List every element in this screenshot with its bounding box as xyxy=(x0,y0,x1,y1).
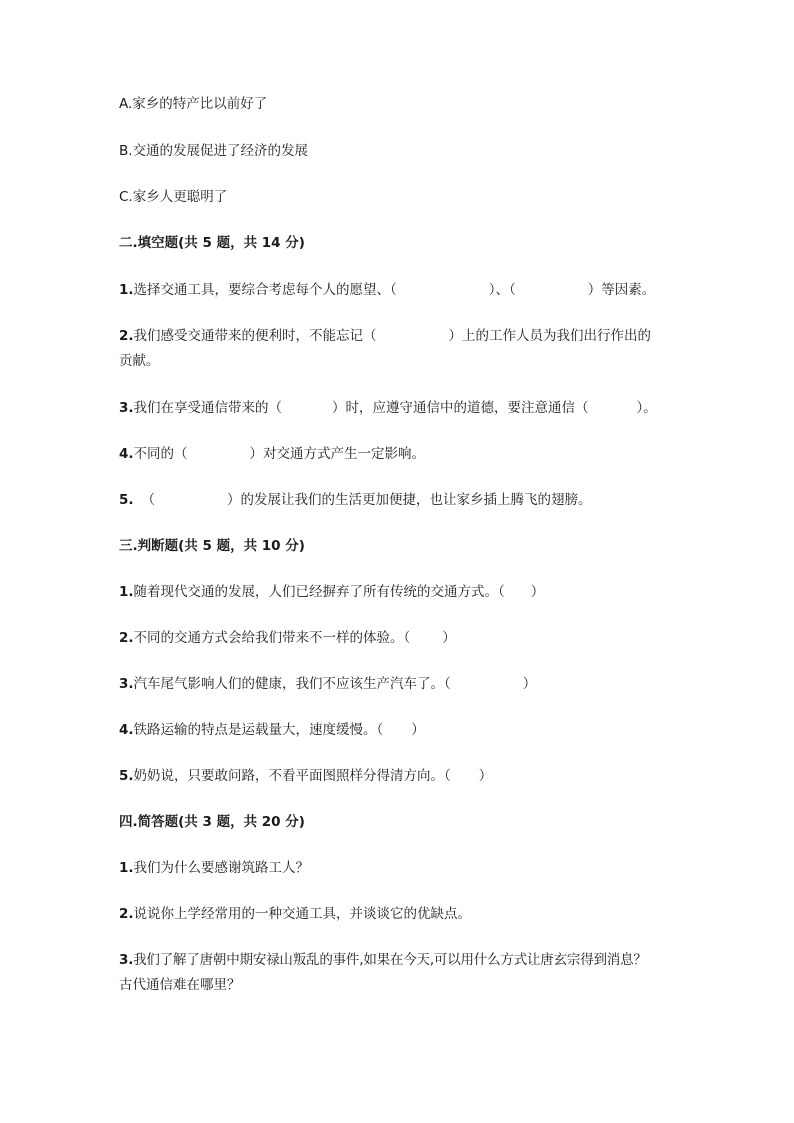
question-number: 2. xyxy=(119,630,134,646)
option-b: B.交通的发展促进了经济的发展 xyxy=(119,143,309,159)
question-text: ） xyxy=(478,768,493,784)
question-number: 3. xyxy=(119,676,134,692)
question-text: 铁路运输的特点是运载量大，速度缓慢。（ xyxy=(133,722,384,738)
question-number: 3. xyxy=(119,400,134,416)
fill-question-2-continued: 贡献。 xyxy=(119,353,160,369)
question-number: 1. xyxy=(119,584,134,600)
question-text: ） xyxy=(522,676,537,692)
question-text: ） xyxy=(442,630,456,646)
fill-question-5 xyxy=(119,488,682,512)
short-question-3 xyxy=(119,948,682,972)
section-heading-judge: 三.判断题(共 5 题，共 10 分) xyxy=(119,538,305,554)
question-text: ） xyxy=(530,584,545,600)
section-heading-fill: 二.填空题(共 5 题，共 14 分) xyxy=(119,235,305,251)
short-question-3-continued: 古代通信难在哪里？ xyxy=(119,977,241,993)
option-a: A.家乡的特产比以前好了 xyxy=(119,96,268,112)
judge-question-2 xyxy=(119,626,682,650)
question-number: 2. xyxy=(119,906,134,922)
question-number: 2. xyxy=(119,328,134,344)
question-text: （ xyxy=(141,492,156,508)
question-text: 我们感受交通带来的便利时，不能忘记（ xyxy=(133,328,377,344)
question-text: 说说你上学经常用的一种交通工具，并谈谈它的优缺点。 xyxy=(133,906,472,922)
question-text: 我们为什么要感谢筑路工人？ xyxy=(133,860,310,876)
question-text: 我们了解了唐朝中期安禄山叛乱的事件,如果在今天,可以用什么方式让唐玄宗得到消息？ xyxy=(133,952,647,968)
fill-question-1 xyxy=(119,278,682,302)
question-text: 不同的（ xyxy=(133,446,188,462)
judge-question-3 xyxy=(119,672,682,696)
question-text: 奶奶说，只要敢问路，不看平面图照样分得清方向。（ xyxy=(133,768,451,784)
question-number: 4. xyxy=(119,446,134,462)
question-text: ）。 xyxy=(636,400,657,416)
section-heading-short-answer: 四.简答题(共 3 题，共 20 分) xyxy=(119,814,305,830)
question-text: 选择交通工具，要综合考虑每个人的愿望、（ xyxy=(133,282,397,298)
question-text: ）等因素。 xyxy=(587,282,656,298)
fill-question-2 xyxy=(119,324,682,348)
fill-question-4 xyxy=(119,442,682,466)
short-question-1 xyxy=(119,856,682,880)
question-text: ）的发展让我们的生活更加便捷，也让家乡插上腾飞的翅膀。 xyxy=(227,492,592,508)
question-number: 1. xyxy=(119,282,134,298)
question-text: ）对交通方式产生一定影响。 xyxy=(249,446,426,462)
question-text: 随着现代交通的发展，人们已经摒弃了所有传统的交通方式。（ xyxy=(133,584,505,600)
question-text: 我们在享受通信带来的（ xyxy=(133,400,283,416)
question-number: 1. xyxy=(119,860,134,876)
question-text: 不同的交通方式会给我们带来不一样的体验。（ xyxy=(133,630,411,646)
question-number: 3. xyxy=(119,952,134,968)
question-text: ）、（ xyxy=(488,282,516,298)
question-text: ） xyxy=(411,722,425,738)
short-question-2 xyxy=(119,902,682,926)
question-text: ）时，应遵守通信中的道德，要注意通信（ xyxy=(332,400,589,416)
question-number: 4. xyxy=(119,722,134,738)
question-text: ）上的工作人员为我们出行作出的 xyxy=(448,328,652,344)
judge-question-5 xyxy=(119,764,682,788)
fill-question-3 xyxy=(119,396,682,420)
question-number: 5. xyxy=(119,768,134,784)
question-text: 汽车尾气影响人们的健康，我们不应该生产汽车了。（ xyxy=(133,676,451,692)
option-c: C.家乡人更聪明了 xyxy=(119,189,228,205)
judge-question-4 xyxy=(119,718,682,742)
question-number: 5. xyxy=(119,492,134,508)
judge-question-1 xyxy=(119,580,682,604)
